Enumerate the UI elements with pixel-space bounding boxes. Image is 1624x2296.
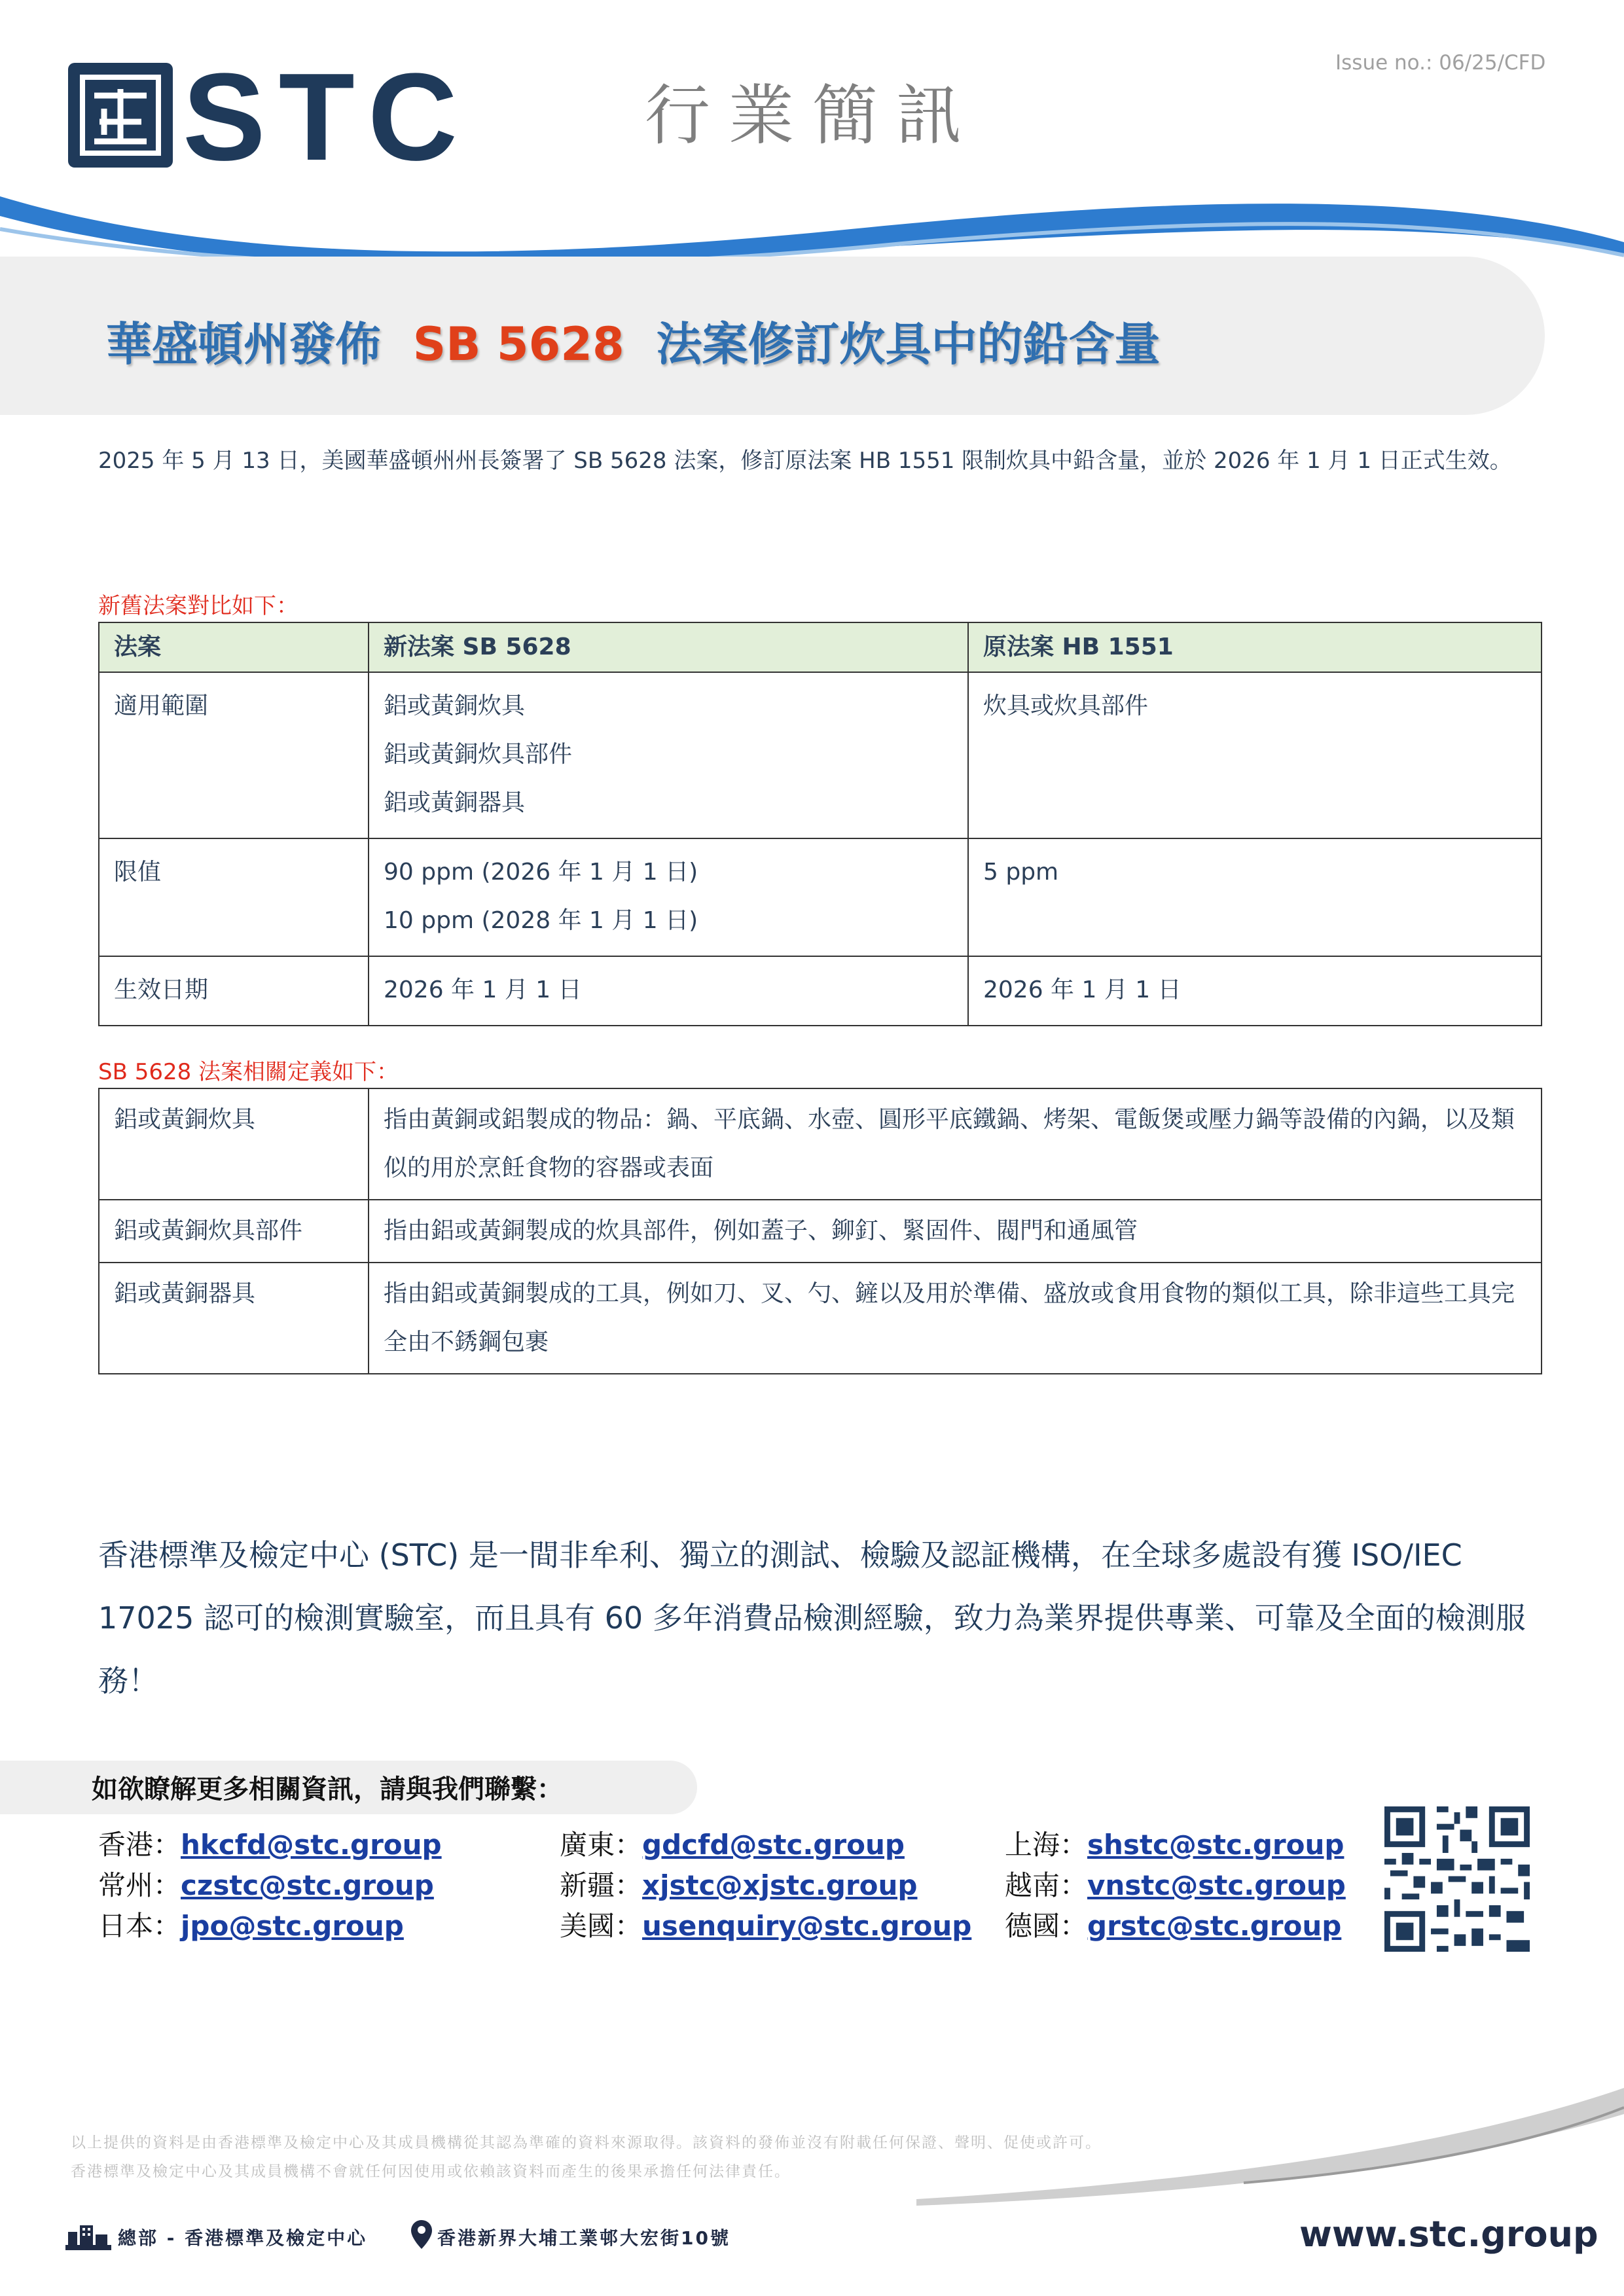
stc-logo (68, 63, 461, 168)
title-bill-number: SB 5628 (412, 317, 624, 371)
contact-item (560, 1864, 918, 1903)
contact-email-link[interactable]: vnstc@stc.group (1087, 1869, 1346, 1901)
table-header-cell: 原法案 HB 1551 (968, 622, 1542, 672)
table-row (99, 672, 1542, 838)
address: 香港新界大埔工業邨大宏街10號 (437, 2227, 731, 2249)
definition-text: 指由鋁或黃銅製成的炊具部件，例如蓋子、鉚釘、緊固件、閥門和通風管 (369, 1200, 1542, 1263)
building-icon (65, 2223, 111, 2250)
contact-region: 香港： (98, 1829, 181, 1861)
contact-region: 美國： (560, 1910, 643, 1942)
contact-heading: 如欲瞭解更多相關資訊，請與我們聯繫： (92, 1774, 563, 1804)
row-label: 適用範圍 (99, 672, 369, 838)
contact-region: 上海： (1005, 1829, 1088, 1861)
website-link[interactable]: www.stc.group (1299, 2214, 1598, 2255)
contact-email-link[interactable]: shstc@stc.group (1087, 1829, 1344, 1861)
definition-text: 指由黃銅或鋁製成的物品：鍋、平底鍋、水壺、圓形平底鐵鍋、烤架、電飯煲或壓力鍋等設備的內鍋，以及類似的用於烹飪食物的容器或表面 (369, 1088, 1542, 1200)
contact-item (560, 1823, 905, 1863)
old-law-cell (968, 672, 1542, 838)
contact-item (1005, 1864, 1346, 1903)
new-law-cell (369, 956, 968, 1026)
cell-line: 90 ppm (2026 年 1 月 1 日) (384, 859, 698, 886)
logo-text: STC (183, 63, 458, 168)
contact-item (98, 1905, 404, 1944)
new-law-cell (369, 838, 968, 956)
cell-line: 鋁或黃銅器具 (384, 789, 526, 816)
contact-email-link[interactable]: hkcfd@stc.group (181, 1829, 442, 1861)
old-law-cell (968, 838, 1542, 956)
table-row (99, 956, 1542, 1026)
contact-email-link[interactable]: usenquiry@stc.group (642, 1910, 972, 1942)
contact-region: 日本： (98, 1910, 181, 1942)
cell-line: 10 ppm (2028 年 1 月 1 日) (384, 907, 698, 934)
newsletter-title: 行業簡訊 (645, 77, 980, 154)
contact-region: 常州： (98, 1869, 181, 1901)
table-row (99, 1200, 1542, 1263)
comparison-label: 新舊法案對比如下： (98, 593, 298, 619)
table-header-cell: 新法案 SB 5628 (369, 622, 968, 672)
contact-item (560, 1905, 971, 1944)
table-header-row (99, 622, 1542, 672)
row-label: 生效日期 (99, 956, 369, 1026)
page-title (106, 308, 1160, 374)
cell-line: 2026 年 1 月 1 日 (983, 977, 1182, 1003)
old-law-cell (968, 956, 1542, 1026)
contact-region: 廣東： (560, 1829, 643, 1861)
table-row (99, 1263, 1542, 1374)
qr-code[interactable] (1384, 1806, 1530, 1952)
headquarters-label: 總部 - 香港標準及檢定中心 (118, 2227, 368, 2249)
contact-email-link[interactable]: grstc@stc.group (1087, 1910, 1342, 1942)
about-paragraph: 香港標準及檢定中心 (STC) 是一間非牟利、獨立的測試、檢驗及認証機構，在全球多處設有獲 ISO/IEC 17025 認可的檢測實驗室，而且具有 60 多年消費品檢測經驗，致力為業界提供專業、可靠及全面的檢測服務！ (98, 1537, 1526, 1698)
definition-text: 指由鋁或黃銅製成的工具，例如刀、叉、勺、鏟以及用於準備、盛放或食用食物的類似工具，除非這些工具完全由不銹鋼包裹 (369, 1263, 1542, 1374)
disclaimer-line: 以上提供的資料是由香港標準及檢定中心及其成員機構從其認為準確的資料來源取得。該資料的發佈並沒有附載任何保證、聲明、促使或許可。 (71, 2134, 1102, 2151)
contact-region: 新疆： (560, 1869, 643, 1901)
contact-item (1005, 1823, 1344, 1863)
definition-term: 鋁或黃銅炊具 (99, 1088, 369, 1200)
intro-paragraph: 2025 年 5 月 13 日，美國華盛頓州州長簽署了 SB 5628 法案，修訂原法案 HB 1551 限制炊具中鉛含量，並於 2026 年 1 月 1 日正式生效。 (98, 448, 1512, 474)
contact-region: 越南： (1005, 1869, 1088, 1901)
row-label: 限值 (99, 838, 369, 956)
contact-email-link[interactable]: jpo@stc.group (181, 1910, 404, 1942)
table-row (99, 1088, 1542, 1200)
issue-number: Issue no.: 06/25/CFD (1335, 51, 1546, 75)
contact-region: 德國： (1005, 1910, 1088, 1942)
header-wave (0, 177, 1624, 268)
cell-line: 鋁或黃銅炊具 (384, 692, 526, 719)
cell-line: 5 ppm (983, 859, 1059, 886)
cell-line: 炊具或炊具部件 (983, 692, 1149, 719)
title-part1: 華盛頓州發佈 (106, 317, 381, 371)
contact-email-link[interactable]: xjstc@xjstc.group (642, 1869, 918, 1901)
location-pin-icon (411, 2220, 432, 2249)
table-row (99, 838, 1542, 956)
contact-item (98, 1864, 434, 1903)
cell-line: 2026 年 1 月 1 日 (384, 977, 582, 1003)
new-law-cell (369, 672, 968, 838)
title-part2: 法案修訂炊具中的鉛含量 (656, 317, 1161, 371)
contact-item (1005, 1905, 1341, 1944)
table-header-cell: 法案 (99, 622, 369, 672)
disclaimer (71, 2128, 1102, 2186)
definition-term: 鋁或黃銅炊具部件 (99, 1200, 369, 1263)
contact-email-link[interactable]: gdcfd@stc.group (642, 1829, 905, 1861)
cell-line: 鋁或黃銅炊具部件 (384, 741, 573, 768)
definition-term: 鋁或黃銅器具 (99, 1263, 369, 1374)
contact-email-link[interactable]: czstc@stc.group (181, 1869, 434, 1901)
disclaimer-line: 香港標準及檢定中心及其成員機構不會就任何因使用或依賴該資料而產生的後果承擔任何法律責任。 (71, 2163, 791, 2180)
contact-item (98, 1823, 442, 1863)
definitions-label: SB 5628 法案相關定義如下： (98, 1059, 399, 1085)
comparison-table (98, 622, 1542, 1026)
definitions-table (98, 1088, 1542, 1374)
